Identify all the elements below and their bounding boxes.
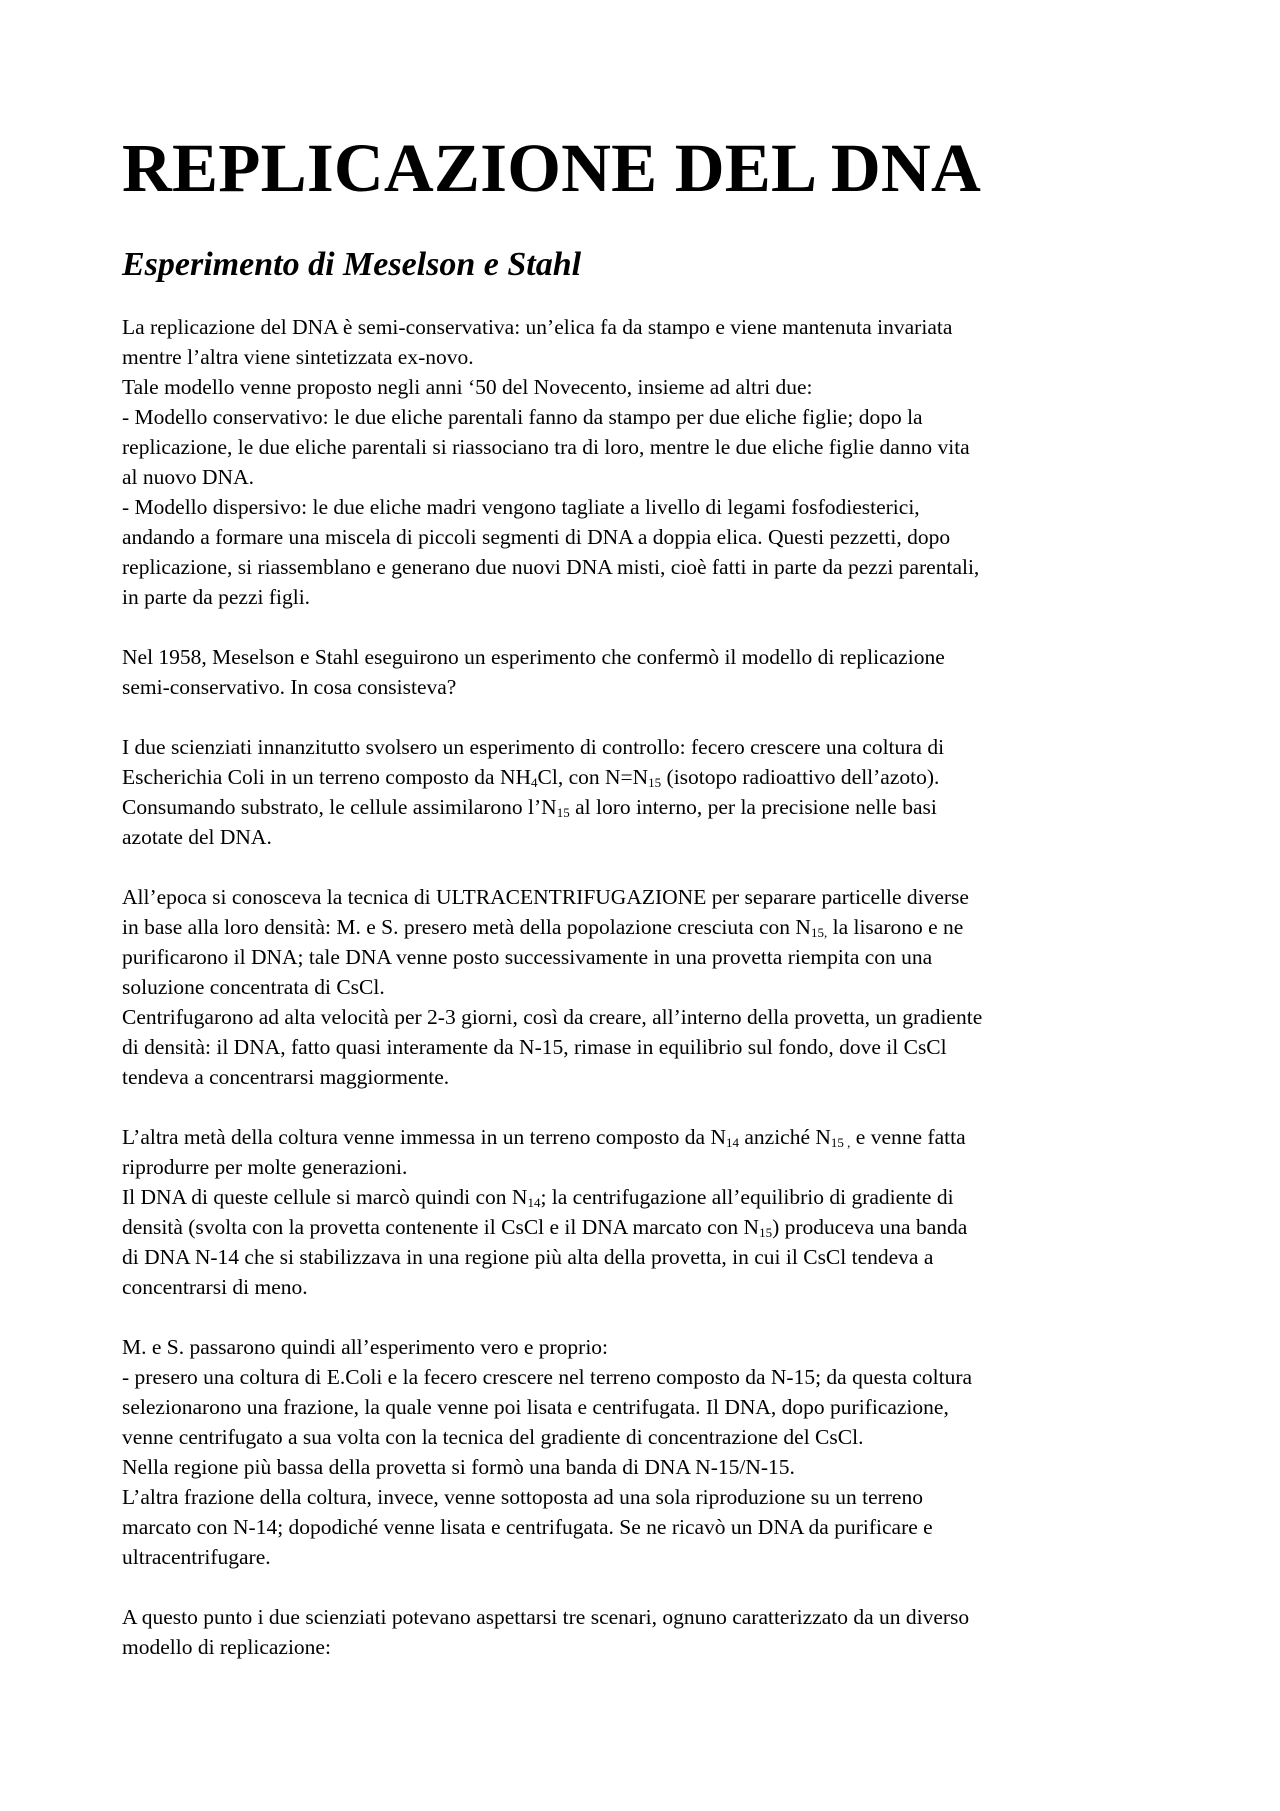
text-line: L’altra metà della coltura venne immessa in un terreno composto da $N_{14}$ anziché $N_{15 ,}$ e venne fatta <box>122 1125 966 1150</box>
text-line: densità (svolta con la provetta contenente il CsCl e il DNA marcato con $N_{15}$) produceva una banda <box>122 1215 968 1240</box>
text-line: replicazione, si riassemblano e generano due nuovi DNA misti, cioè fatti in parte da pezzi parentali, <box>122 555 980 579</box>
subscript: 4 <box>531 775 538 790</box>
text-line: semi-conservativo. In cosa consisteva? <box>122 675 457 699</box>
subscript: 15 <box>648 775 662 790</box>
subscript: 15 <box>759 1225 773 1240</box>
text-line: - presero una coltura di E.Coli e la fecero crescere nel terreno composto da N-15; da questa coltura <box>122 1365 973 1389</box>
text-line: Il DNA di queste cellule si marcò quindi con $N_{14}$; la centrifugazione all’equilibrio di gradiente di <box>122 1185 954 1210</box>
subscript: 15 , <box>830 1135 851 1150</box>
text-line: soluzione concentrata di CsCl. <box>122 975 385 999</box>
paragraph-n14-culture <box>122 1122 1172 1302</box>
text-line: in parte da pezzi figli. <box>122 585 311 609</box>
text-line: Nella regione più bassa della provetta si formò una banda di DNA N-15/N-15. <box>122 1455 795 1479</box>
text-line: La replicazione del DNA è semi-conservativa: un’elica fa da stampo e viene mantenuta invariata <box>122 315 953 339</box>
text-line: ultracentrifugare. <box>122 1545 271 1569</box>
text-line: - Modello dispersivo: le due eliche madri vengono tagliate a livello di legami fosfodiesterici, <box>122 495 920 519</box>
text-line: andando a formare una miscela di piccoli segmenti di DNA a doppia elica. Questi pezzetti, dopo <box>122 525 951 549</box>
paragraph-gap <box>122 612 1172 642</box>
paragraph-gap <box>122 1092 1172 1122</box>
subscript: 15 <box>556 805 570 820</box>
paragraph-main-experiment <box>122 1332 1172 1572</box>
paragraph-gap <box>122 852 1172 882</box>
text-line: tendeva a concentrarsi maggiormente. <box>122 1065 450 1089</box>
page-title: REPLICAZIONE DEL DNA <box>122 130 981 206</box>
document-body <box>122 312 1172 1662</box>
text-line: selezionarono una frazione, la quale venne poi lisata e centrifugata. Il DNA, dopo purificazione, <box>122 1395 949 1419</box>
paragraph-gap <box>122 702 1172 732</box>
text-line: Tale modello venne proposto negli anni ‘50 del Novecento, insieme ad altri due: <box>122 375 813 399</box>
paragraph-ultracentrifugation <box>122 882 1172 1092</box>
paragraph-gap <box>122 1302 1172 1332</box>
text-line: azotate del DNA. <box>122 825 272 849</box>
text-line: - Modello conservativo: le due eliche parentali fanno da stampo per due eliche figlie; dopo la <box>122 405 923 429</box>
subscript: 14 <box>726 1135 739 1150</box>
text-line: Centrifugarono ad alta velocità per 2-3 giorni, così da creare, all’interno della provetta, un gradiente <box>122 1005 983 1029</box>
text-line: replicazione, le due eliche parentali si riassociano tra di loro, mentre le due eliche figlie danno vita <box>122 435 970 459</box>
text-line: mentre l’altra viene sintetizzata ex-novo. <box>122 345 474 369</box>
text-line: All’epoca si conosceva la tecnica di ULTRACENTRIFUGAZIONE per separare particelle diverse <box>122 885 969 909</box>
text-line: di densità: il DNA, fatto quasi interamente da N-15, rimase in equilibrio sul fondo, dove il CsCl <box>122 1035 947 1059</box>
text-line: concentrarsi di meno. <box>122 1275 308 1299</box>
text-line: Nel 1958, Meselson e Stahl eseguirono un esperimento che confermò il modello di replicazione <box>122 645 945 669</box>
paragraph-intro <box>122 312 1172 612</box>
text-line: modello di replicazione: <box>122 1635 331 1659</box>
text-line: riprodurre per molte generazioni. <box>122 1155 408 1179</box>
text-line: venne centrifugato a sua volta con la tecnica del gradiente di concentrazione del CsCl. <box>122 1425 864 1449</box>
paragraph-1958 <box>122 642 1172 702</box>
text-line: M. e S. passarono quindi all’esperimento vero e proprio: <box>122 1335 609 1359</box>
text-line: di DNA N-14 che si stabilizzava in una regione più alta della provetta, in cui il CsCl tendeva a <box>122 1245 934 1269</box>
text-line: purificarono il DNA; tale DNA venne posto successivamente in una provetta riempita con una <box>122 945 933 969</box>
paragraph-gap <box>122 1572 1172 1602</box>
text-line: marcato con N-14; dopodiché venne lisata e centrifugata. Se ne ricavò un DNA da purificare e <box>122 1515 933 1539</box>
text-line: al nuovo DNA. <box>122 465 254 489</box>
page-subtitle: Esperimento di Meselson e Stahl <box>122 246 582 283</box>
text-line: A questo punto i due scienziati potevano aspettarsi tre scenari, ognuno caratterizzato da un diverso <box>122 1605 970 1629</box>
text-line: I due scienziati innanzitutto svolsero un esperimento di controllo: fecero crescere una coltura di <box>122 735 945 759</box>
paragraph-control-experiment <box>122 732 1172 852</box>
subscript: 14 <box>527 1195 541 1210</box>
subscript: 15, <box>810 925 828 940</box>
text-line: in base alla loro densità: M. e S. presero metà della popolazione cresciuta con $N_{15,}$ la lisarono e ne <box>122 915 964 940</box>
text-line: L’altra frazione della coltura, invece, venne sottoposta ad una sola riproduzione su un terreno <box>122 1485 923 1509</box>
text-line: Escherichia Coli in un terreno composto da $NH_4Cl$, con $N=N_{15}$ (isotopo radioattivo dell’azoto). <box>122 765 940 790</box>
text-line: Consumando substrato, le cellule assimilarono $l’N_{15}$ al loro interno, per la precisione nelle basi <box>122 795 937 820</box>
document-content <box>122 128 1172 1662</box>
paragraph-scenarios <box>122 1602 1172 1662</box>
